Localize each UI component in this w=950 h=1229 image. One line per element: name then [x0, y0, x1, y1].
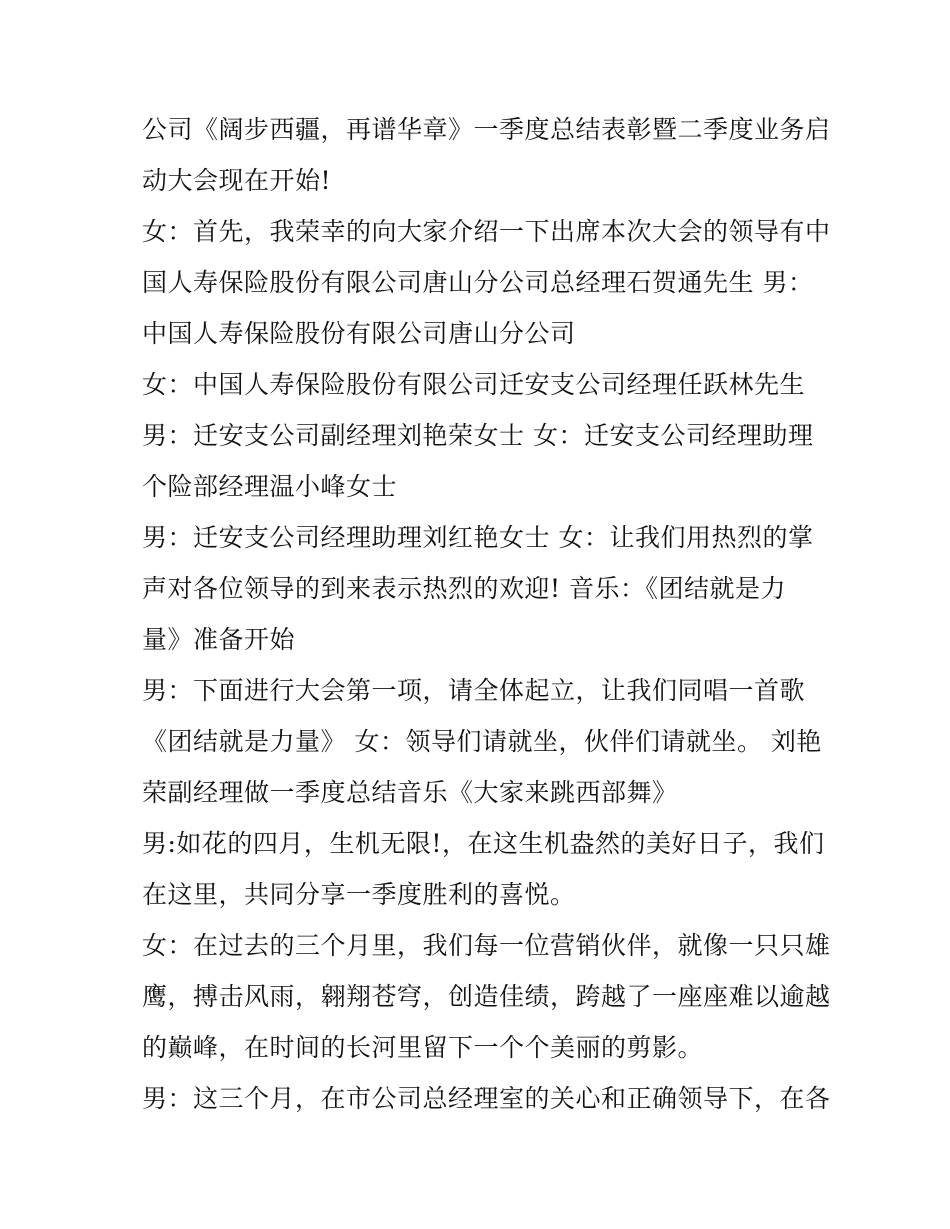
- text-line: 公司《阔步西疆，再谱华章》一季度总结表彰暨二季度业务启: [142, 115, 831, 144]
- text-line: 女：首先，我荣幸的向大家介绍一下出席本次大会的领导有中: [142, 217, 831, 246]
- text-line: 男:如花的四月，生机无限!，在这生机盎然的美好日子，我们: [142, 829, 825, 858]
- text-line: 男：这三个月，在市公司总经理室的关心和正确领导下，在各: [142, 1084, 831, 1113]
- text-line: 女：在过去的三个月里，我们每一位营销伙伴，就像一只只雄: [142, 931, 831, 960]
- text-line: 国人寿保险股份有限公司唐山分公司总经理石贺通先生 男：: [142, 268, 814, 297]
- text-line: 个险部经理温小峰女士: [142, 472, 398, 501]
- text-line: 《团结就是力量》 女：领导们请就坐，伙伴们请就坐。 刘艳: [142, 727, 822, 756]
- text-line: 动大会现在开始!: [142, 166, 332, 195]
- text-line: 荣副经理做一季度总结音乐《大家来跳西部舞》: [142, 778, 678, 807]
- text-line: 女：中国人寿保险股份有限公司迁安支公司经理任跃林先生: [142, 370, 806, 399]
- text-line: 男：下面进行大会第一项，请全体起立，让我们同唱一首歌: [142, 676, 806, 705]
- text-line: 在这里，共同分享一季度胜利的喜悦。: [142, 880, 576, 909]
- text-line: 男：迁安支公司副经理刘艳荣女士 女：迁安支公司经理助理: [142, 421, 814, 450]
- text-line: 男：迁安支公司经理助理刘红艳女士 女：让我们用热烈的掌: [142, 523, 814, 552]
- text-line: 鹰，搏击风雨，翱翔苍穹，创造佳绩，跨越了一座座难以逾越: [142, 982, 831, 1011]
- text-line: 中国人寿保险股份有限公司唐山分公司: [142, 319, 576, 348]
- text-line: 量》准备开始: [142, 625, 296, 654]
- text-line: 的巅峰，在时间的长河里留下一个个美丽的剪影。: [142, 1033, 704, 1062]
- text-line: 声对各位领导的到来表示热烈的欢迎! 音乐：《团结就是力: [142, 574, 786, 603]
